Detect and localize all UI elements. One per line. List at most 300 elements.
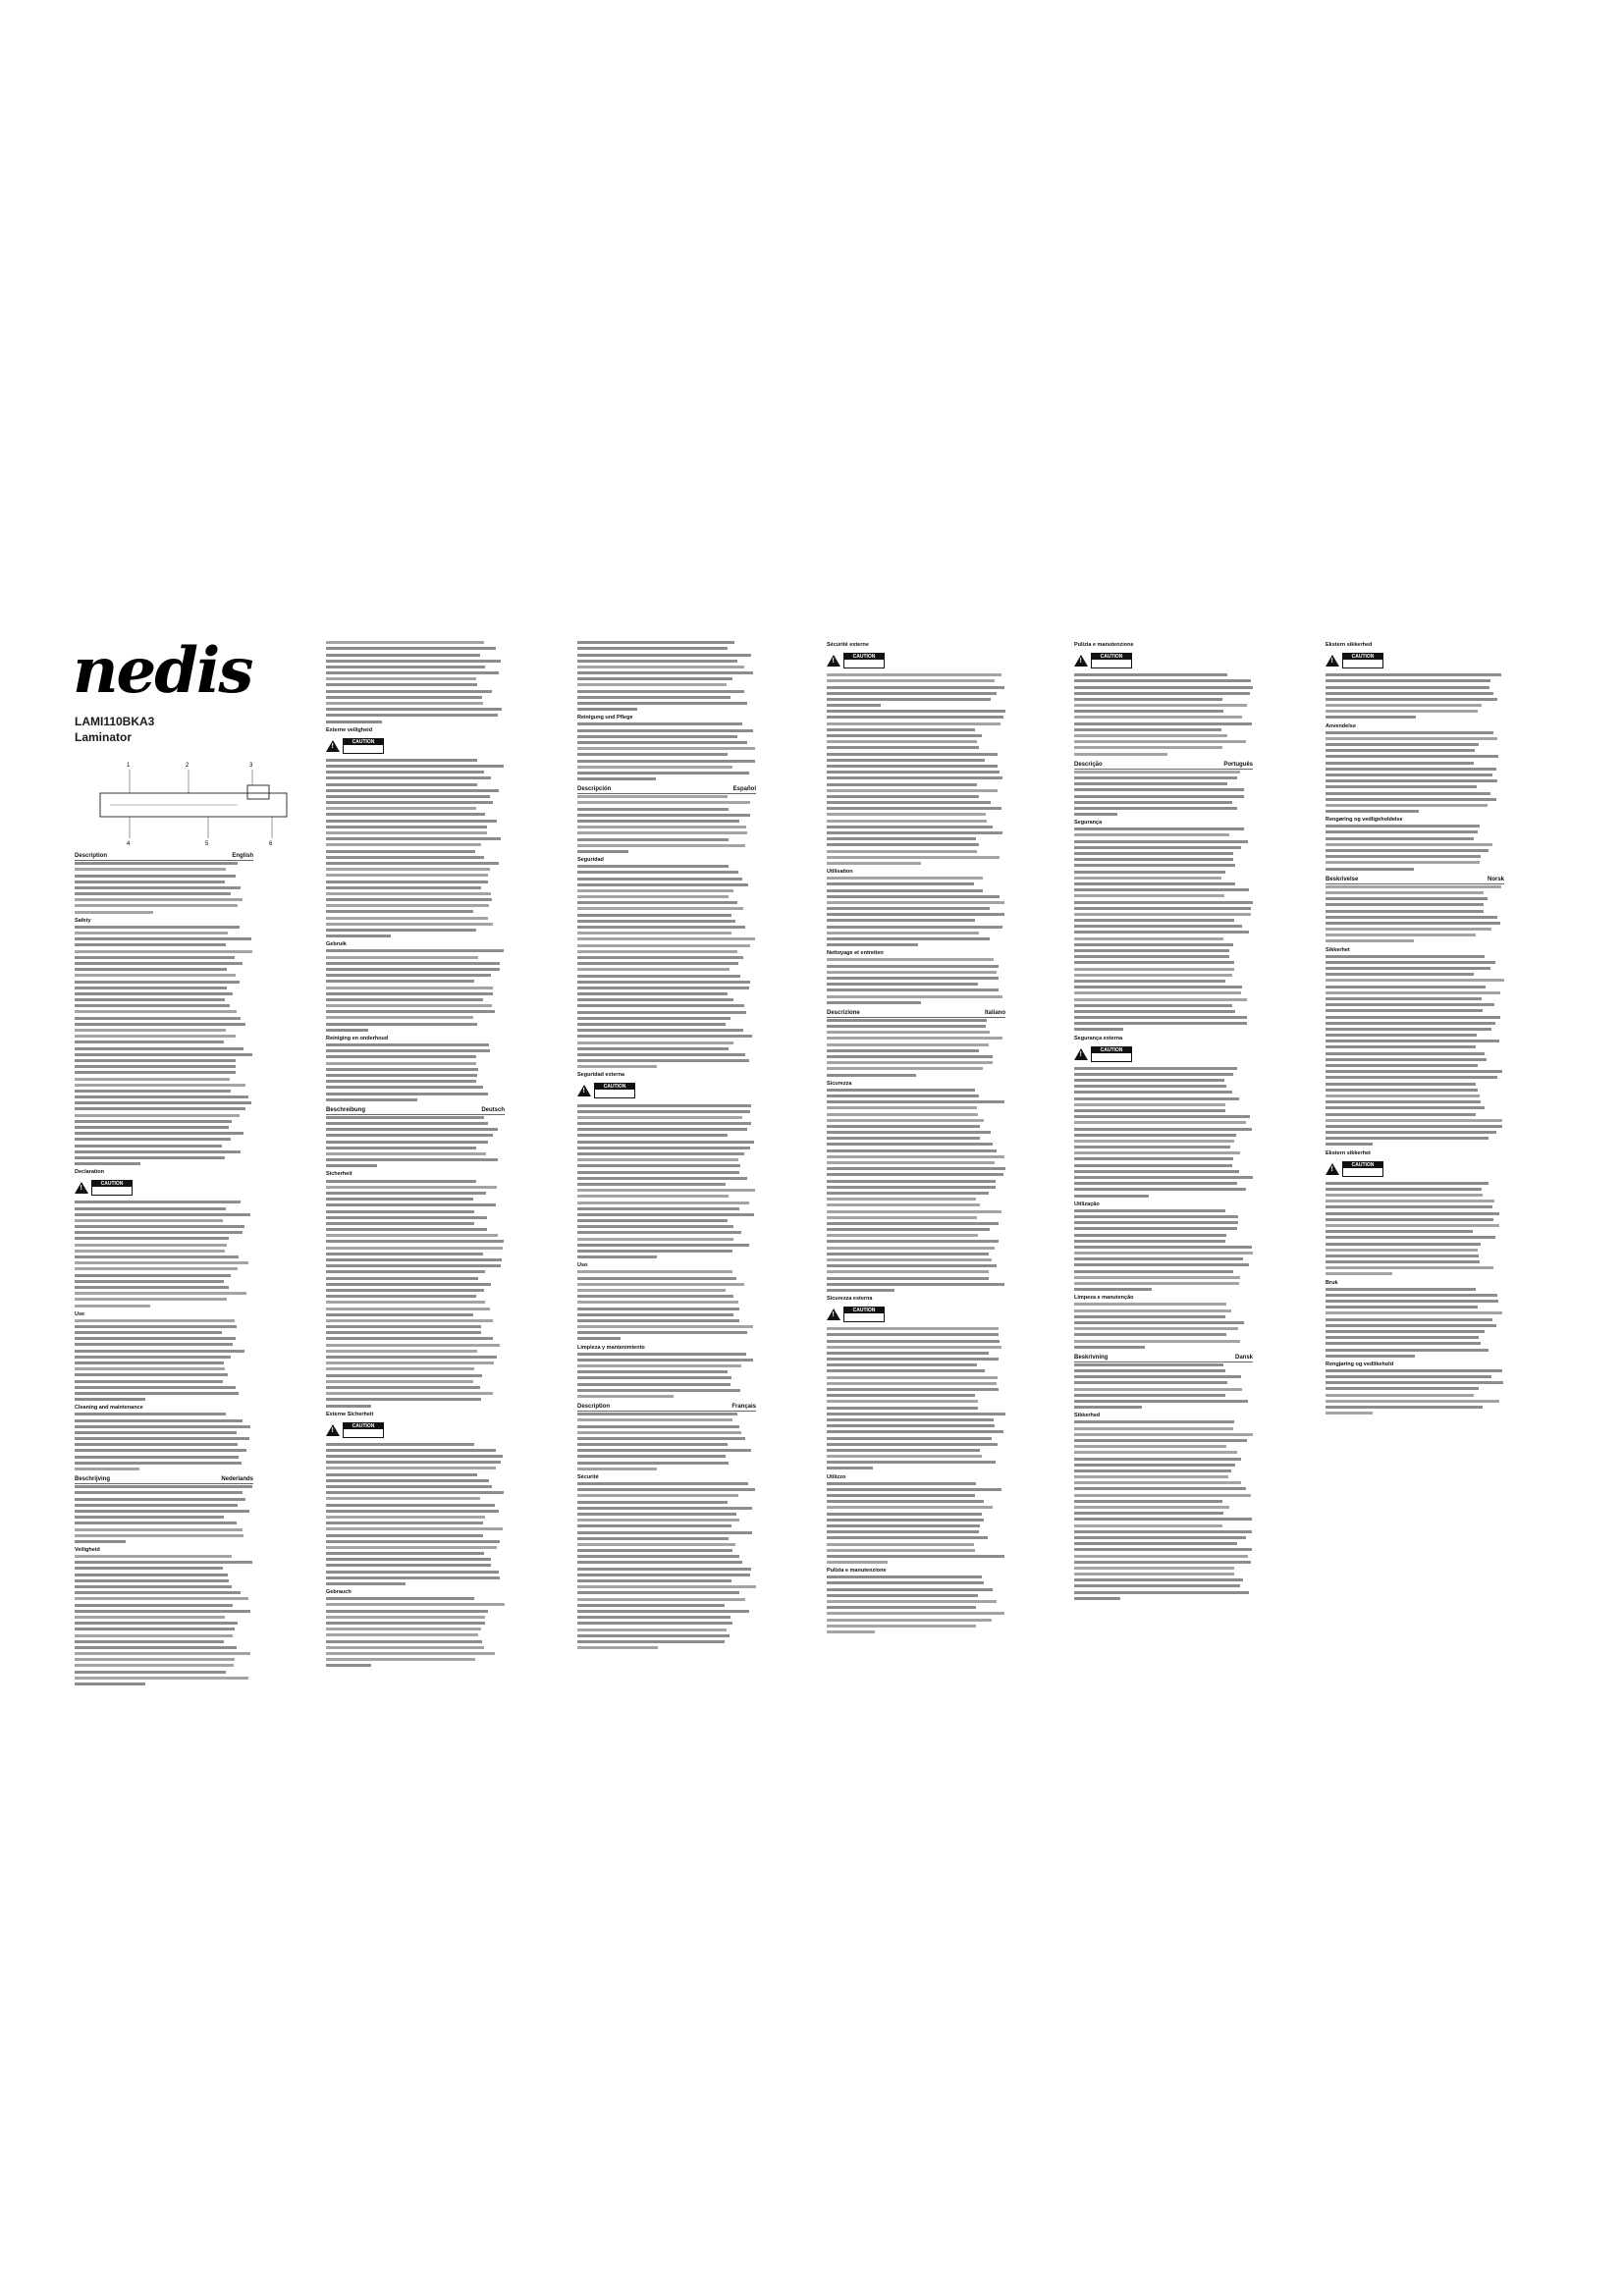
caution-text: CAUTION	[844, 654, 884, 660]
text-line	[326, 1246, 505, 1252]
section-title: Gebruik	[326, 941, 347, 948]
warning-icon	[827, 1308, 840, 1320]
text-line	[577, 882, 756, 888]
text-line	[827, 1412, 1005, 1417]
text-line	[326, 1581, 505, 1587]
text-line	[827, 1338, 1005, 1344]
text-line	[827, 1048, 1005, 1054]
text-line	[326, 719, 505, 724]
callout-2: 2	[186, 763, 189, 769]
section-title: Description	[577, 1404, 611, 1410]
text-line	[326, 1570, 505, 1575]
section-title: Seguridad	[577, 857, 604, 863]
text-line	[1074, 751, 1253, 757]
language-label: Español	[732, 786, 756, 793]
section-title: Sécurité externe	[827, 642, 869, 648]
text-line	[577, 906, 756, 912]
text-line	[75, 1355, 253, 1361]
section-heading	[577, 1072, 756, 1079]
text-line	[577, 1200, 756, 1205]
section-heading	[326, 1412, 505, 1418]
text-line	[577, 1255, 756, 1260]
section-title: Beskrivning	[1074, 1354, 1109, 1361]
text-line	[827, 970, 1005, 976]
section-heading	[827, 950, 1005, 957]
text-line	[326, 985, 505, 990]
text-line	[75, 1016, 253, 1022]
section-heading	[577, 1345, 756, 1352]
warning-icon	[75, 1182, 88, 1194]
text-line	[1326, 1347, 1504, 1353]
caution-label	[827, 1307, 1005, 1322]
text-line	[827, 758, 1005, 764]
text-line	[1326, 1293, 1504, 1299]
text-line	[1074, 812, 1253, 818]
callout-4: 4	[127, 841, 131, 846]
text-line	[827, 825, 1005, 830]
section-title: Pulizia e manutenzione	[827, 1568, 887, 1575]
text-line	[827, 788, 1005, 794]
text-line	[1326, 960, 1504, 966]
text-line	[326, 1140, 505, 1146]
text-line	[75, 1052, 253, 1058]
text-line	[577, 942, 756, 948]
section-title: Sicurezza esterna	[827, 1296, 873, 1302]
text-line	[827, 1288, 1005, 1294]
text-line	[326, 879, 505, 884]
section-heading	[1074, 1413, 1253, 1419]
section-title: Externe Sicherheit	[326, 1411, 374, 1417]
text-line	[827, 1617, 1005, 1623]
section-title: Descrição	[1074, 761, 1103, 768]
text-line	[75, 1578, 253, 1584]
language-label: Dansk	[1234, 1354, 1253, 1361]
section-title: Segurança externa	[1074, 1035, 1123, 1041]
text-line	[75, 1022, 253, 1028]
text-line	[75, 1602, 253, 1608]
text-line	[1326, 1411, 1504, 1416]
text-line	[1074, 996, 1253, 1002]
text-line	[1074, 1380, 1253, 1386]
warning-icon	[827, 655, 840, 667]
text-line	[1326, 1271, 1504, 1277]
caution-box	[1091, 653, 1132, 668]
text-line	[326, 1097, 505, 1103]
text-line	[1074, 1193, 1253, 1199]
text-line	[827, 1208, 1005, 1214]
text-line	[827, 1511, 1005, 1517]
text-line	[1326, 884, 1504, 890]
text-line	[577, 1306, 756, 1311]
text-line	[1074, 1027, 1253, 1033]
text-line	[1326, 1248, 1504, 1254]
text-line	[827, 819, 1005, 825]
text-line	[577, 949, 756, 955]
text-line	[326, 1282, 505, 1288]
text-line	[326, 922, 505, 928]
text-line	[326, 812, 505, 818]
text-line	[326, 1466, 505, 1471]
section-heading	[75, 918, 253, 925]
section-title: Veiligheid	[75, 1546, 100, 1553]
text-line	[1326, 1217, 1504, 1223]
text-line	[577, 1381, 756, 1387]
text-line	[1326, 1386, 1504, 1392]
text-line	[1074, 1425, 1253, 1431]
section-heading	[827, 1296, 1005, 1303]
text-line	[1326, 990, 1504, 996]
caution-box	[343, 1422, 384, 1438]
text-column-4	[827, 640, 1005, 1635]
section-heading	[1326, 947, 1504, 954]
section-title: Description	[75, 853, 108, 859]
section-title: Gebrauch	[326, 1589, 352, 1596]
text-line	[577, 1573, 756, 1578]
text-line	[75, 1533, 253, 1539]
text-line	[577, 734, 756, 740]
text-line	[1326, 797, 1504, 803]
text-line	[1074, 973, 1253, 979]
text-line	[577, 1146, 756, 1151]
section-heading	[577, 1403, 756, 1412]
text-line	[1074, 1169, 1253, 1175]
text-line	[577, 707, 756, 713]
text-column-2	[326, 640, 505, 1669]
text-line	[577, 1394, 756, 1400]
text-line	[1074, 832, 1253, 838]
text-line	[326, 1343, 505, 1349]
text-line	[75, 1676, 253, 1682]
text-line	[75, 1212, 253, 1218]
callout-5: 5	[205, 841, 209, 846]
caution-text: CAUTION	[1343, 654, 1382, 660]
text-line	[577, 913, 756, 919]
text-line	[827, 1442, 1005, 1448]
text-line	[75, 1539, 253, 1545]
text-line	[326, 855, 505, 861]
caution-label	[577, 1083, 756, 1098]
text-line	[75, 873, 253, 879]
text-line	[577, 980, 756, 986]
caution-text: CAUTION	[1343, 1162, 1382, 1168]
section-heading	[1074, 820, 1253, 827]
text-line	[75, 1467, 253, 1472]
text-line	[1326, 866, 1504, 872]
text-line	[827, 855, 1005, 861]
section-title: Uso	[577, 1262, 588, 1269]
text-line	[326, 954, 505, 960]
text-line	[577, 1243, 756, 1249]
section-heading	[1326, 1150, 1504, 1157]
text-line	[577, 1140, 756, 1146]
caution-label	[1326, 1161, 1504, 1177]
text-line	[827, 1629, 1005, 1635]
section-heading	[827, 642, 1005, 649]
section-heading	[326, 1106, 505, 1115]
text-line	[827, 1185, 1005, 1191]
text-line	[1326, 684, 1504, 690]
text-line	[1074, 1583, 1253, 1589]
text-line	[827, 751, 1005, 757]
text-line	[827, 1072, 1005, 1078]
text-line	[75, 1243, 253, 1249]
text-line	[827, 887, 1005, 893]
text-line	[827, 1282, 1005, 1288]
section-title: Ekstern sikkerhed	[1326, 642, 1373, 648]
caution-label	[827, 653, 1005, 668]
text-line	[1074, 1553, 1253, 1559]
text-line	[827, 812, 1005, 818]
text-line	[577, 919, 756, 925]
text-line	[1326, 1088, 1504, 1094]
text-column-1	[75, 849, 253, 1687]
text-line	[75, 948, 253, 954]
text-line	[326, 1608, 505, 1614]
text-line	[1074, 1308, 1253, 1313]
section-heading	[577, 1474, 756, 1481]
text-line	[326, 1575, 505, 1581]
text-line	[1074, 1275, 1253, 1281]
text-line	[326, 1133, 505, 1139]
text-line	[1326, 730, 1504, 736]
model-number: LAMI110BKA3	[75, 715, 155, 728]
callout-6: 6	[269, 841, 273, 846]
section-heading	[1326, 642, 1504, 649]
section-title: Pulizia e manutenzione	[1074, 642, 1134, 648]
text-line	[1074, 1072, 1253, 1078]
text-line	[1074, 1262, 1253, 1268]
caution-text: CAUTION	[595, 1084, 634, 1090]
text-line	[326, 1091, 505, 1096]
text-line	[577, 1645, 756, 1651]
text-line	[577, 776, 756, 782]
text-line	[1326, 842, 1504, 848]
text-line	[577, 1206, 756, 1212]
section-heading	[75, 1311, 253, 1318]
text-line	[577, 689, 756, 695]
text-line	[1074, 1590, 1253, 1596]
text-line	[1074, 1432, 1253, 1438]
section-title: Segurança	[1074, 820, 1103, 827]
text-line	[1326, 908, 1504, 914]
section-heading	[326, 1589, 505, 1596]
text-line	[827, 1435, 1005, 1441]
section-title: Externe veiligheid	[326, 726, 373, 733]
text-line	[326, 1067, 505, 1073]
text-line	[1074, 691, 1253, 697]
text-line	[577, 1230, 756, 1236]
text-line	[75, 1573, 253, 1578]
text-line	[577, 1430, 756, 1436]
section-heading	[1326, 817, 1504, 824]
text-line	[1074, 1066, 1253, 1072]
text-line	[75, 986, 253, 991]
caution-box	[1091, 1046, 1132, 1062]
section-title: Descripción	[577, 786, 612, 793]
text-line	[326, 1563, 505, 1569]
text-line	[1074, 1338, 1253, 1344]
text-line	[75, 1417, 253, 1423]
text-line	[75, 1342, 253, 1348]
text-line	[1074, 1345, 1253, 1351]
text-line	[1326, 767, 1504, 773]
section-title: Beschrijving	[75, 1476, 111, 1483]
text-line	[1326, 1118, 1504, 1124]
text-line	[1326, 1057, 1504, 1063]
text-line	[1326, 1399, 1504, 1405]
text-line	[75, 1083, 253, 1089]
text-line	[577, 1423, 756, 1429]
text-line	[1326, 1014, 1504, 1020]
text-line	[577, 813, 756, 819]
callout-3: 3	[249, 763, 253, 769]
language-label: Italiano	[984, 1009, 1005, 1016]
text-line	[1326, 1323, 1504, 1329]
text-line	[1326, 829, 1504, 835]
text-line	[827, 1466, 1005, 1471]
text-line	[577, 1237, 756, 1243]
text-line	[827, 894, 1005, 900]
warning-icon	[326, 1424, 340, 1436]
text-line	[1074, 1387, 1253, 1393]
warning-icon	[577, 1085, 591, 1096]
warning-icon	[1326, 1163, 1339, 1175]
section-heading	[326, 941, 505, 948]
section-heading	[1074, 1295, 1253, 1302]
text-column-6	[1326, 640, 1504, 1416]
text-line	[326, 1275, 505, 1281]
text-line	[577, 849, 756, 855]
text-line	[75, 1424, 253, 1430]
text-line	[75, 910, 253, 916]
text-line	[577, 727, 756, 733]
text-line	[326, 1215, 505, 1221]
text-line	[577, 1102, 756, 1108]
text-line	[577, 1275, 756, 1281]
section-title: Limpieza y mantenimiento	[577, 1344, 645, 1351]
section-title: Sikkerhed	[1074, 1413, 1101, 1419]
language-label: Norsk	[1487, 876, 1504, 882]
text-line	[827, 1368, 1005, 1374]
text-line	[577, 876, 756, 881]
text-line	[75, 1076, 253, 1082]
text-line	[75, 955, 253, 961]
text-line	[1074, 1456, 1253, 1462]
text-line	[1326, 736, 1504, 742]
text-line	[1074, 1126, 1253, 1132]
section-heading	[827, 869, 1005, 876]
language-label: English	[232, 853, 253, 859]
section-heading	[577, 857, 756, 864]
section-heading	[827, 1568, 1005, 1575]
text-line	[1074, 1163, 1253, 1169]
section-title: Descrizione	[827, 1009, 860, 1016]
text-line	[577, 1567, 756, 1573]
text-line	[577, 1176, 756, 1182]
text-line	[827, 1118, 1005, 1124]
text-line	[326, 1252, 505, 1257]
text-line	[1074, 684, 1253, 690]
text-line	[326, 916, 505, 922]
text-column-3	[577, 640, 756, 1651]
text-line	[577, 1506, 756, 1512]
section-heading	[1074, 761, 1253, 770]
warning-icon	[1326, 655, 1339, 667]
text-line	[827, 1142, 1005, 1148]
section-title: Sécurité	[577, 1473, 599, 1480]
text-line	[577, 1358, 756, 1363]
section-title: Sicurezza	[827, 1080, 852, 1087]
text-line	[827, 1560, 1005, 1566]
text-line	[577, 765, 756, 771]
text-line	[827, 1487, 1005, 1493]
section-heading	[75, 1169, 253, 1176]
text-line	[1326, 1316, 1504, 1322]
text-line	[75, 1448, 253, 1454]
caution-label	[326, 1422, 505, 1438]
text-line	[1326, 790, 1504, 796]
text-line	[75, 1461, 253, 1467]
section-heading	[1074, 1201, 1253, 1208]
section-title: Reiniging en onderhoud	[326, 1035, 389, 1041]
text-line	[577, 1352, 756, 1358]
caution-box	[91, 1180, 133, 1196]
text-line	[1074, 1133, 1253, 1139]
text-line	[577, 973, 756, 979]
section-title: Utilisation	[827, 869, 853, 875]
text-line	[326, 788, 505, 794]
text-line	[577, 659, 756, 665]
text-line	[75, 1113, 253, 1119]
section-heading	[1326, 1280, 1504, 1287]
section-title: Bruk	[1326, 1279, 1338, 1286]
text-line	[827, 963, 1005, 969]
text-line	[827, 942, 1005, 948]
text-line	[326, 1502, 505, 1508]
text-line	[577, 1169, 756, 1175]
section-title: Beskrivelse	[1326, 876, 1359, 882]
caution-label	[75, 1180, 253, 1196]
text-line	[577, 1560, 756, 1566]
caution-box	[1342, 1161, 1383, 1177]
text-line	[1326, 1051, 1504, 1057]
section-title: Use	[75, 1310, 85, 1317]
text-line	[1326, 691, 1504, 697]
caution-text: CAUTION	[92, 1181, 132, 1187]
text-line	[1074, 1287, 1253, 1293]
text-line	[827, 721, 1005, 727]
text-line	[827, 1345, 1005, 1351]
text-line	[827, 1252, 1005, 1257]
text-line	[75, 1161, 253, 1167]
text-line	[326, 1663, 505, 1669]
text-line	[326, 961, 505, 967]
text-line	[326, 819, 505, 825]
section-heading	[326, 1036, 505, 1042]
section-title: Sikkerhet	[1326, 946, 1350, 953]
text-line	[577, 800, 756, 806]
text-line	[1074, 845, 1253, 851]
text-line	[326, 1532, 505, 1538]
section-title: Utilização	[1074, 1201, 1100, 1207]
text-line	[75, 1385, 253, 1391]
text-line	[1326, 1354, 1504, 1360]
text-line	[577, 758, 756, 764]
caution-label	[1074, 653, 1253, 668]
section-heading	[577, 1262, 756, 1269]
text-line	[1326, 1210, 1504, 1216]
text-line	[75, 1045, 253, 1051]
